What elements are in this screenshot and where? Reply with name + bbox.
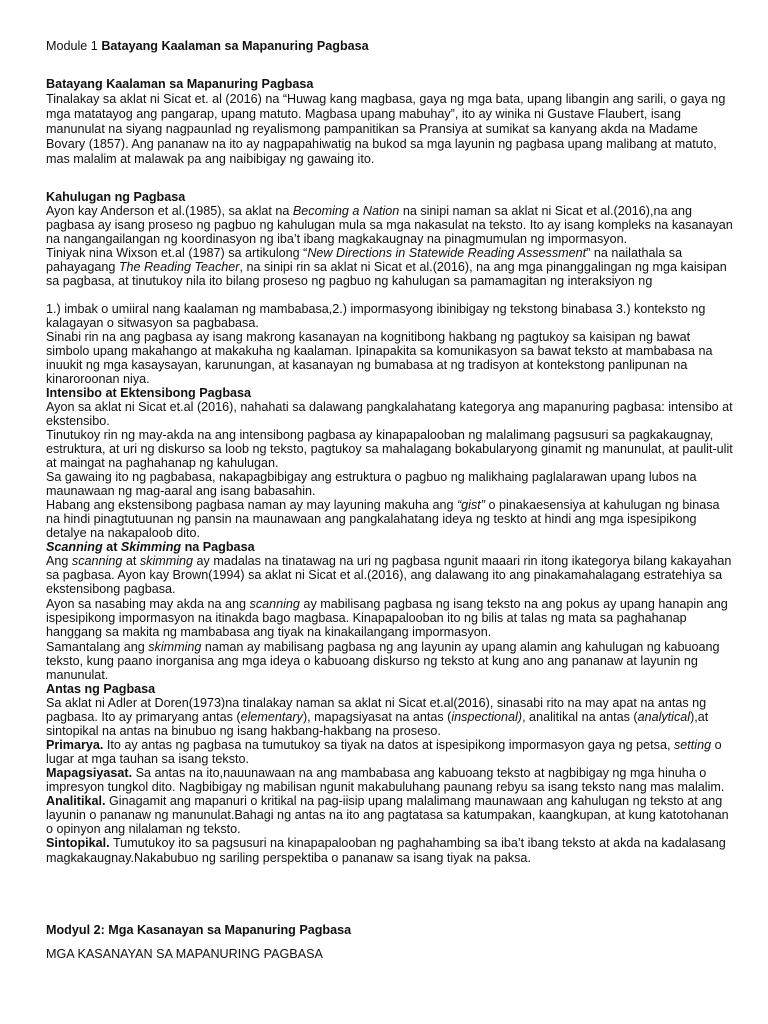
paragraph-line: pahayagang The Reading Teacher, na sinipi rin sa aklat ni Sicat et al.(2016), na ang mga pinanggalingan ng mga kaisipan xyxy=(46,260,727,274)
term-sintopikal: Sintopikal. xyxy=(46,836,110,850)
paragraph-line: Mapagsiyasat. Sa antas na ito,nauunawaan na ang mambabasa ang kabuoang teksto at nagbibigay ng mga hinuha o xyxy=(46,766,707,780)
paragraph-line: hanggang sa makita ng mambabasa ang tiyak na kinakailangang impormasyon. xyxy=(46,625,492,639)
paragraph-line: ekstensibong pagbasa. xyxy=(46,582,176,596)
paragraph-line: pagbasa ay isang proseso ng pagbuo ng kahulugan mula sa mga nakasulat na teksto. Ito ay isang kompleks na kasanayan xyxy=(46,218,733,232)
paragraph-line: Analitikal. Ginagamit ang mapanuri o kritikal na pag-iisip upang malalimang maunawaan ang kahulugan ng teksto at ang xyxy=(46,794,723,808)
paragraph-line: Ayon sa nasabing may akda na ang scanning ay mabilisang pagbasa ng isang teksto na ang pokus ay upang hanapin ang xyxy=(46,597,728,611)
paragraph-line: Sintopikal. Tumutukoy ito sa pagsusuri na kinapapalooban ng paghahambing sa iba’t ibang teksto at akda na kadalasang xyxy=(46,836,726,850)
paragraph-line: 1.) imbak o umiiral nang kaalaman ng mambabasa,2.) impormasyong ibinibigay ng tekstong binabasa 3.) konteksto ng xyxy=(46,302,706,316)
section-heading-batayan: Batayang Kaalaman sa Mapanuring Pagbasa xyxy=(46,77,314,91)
paragraph-line: impresyon tungkol dito. Nagbibigay ng mabilisan ngunit makabuluhang paunang rebyu sa isang teksto nang mas malalim. xyxy=(46,780,725,794)
paragraph-line: ekstensibo. xyxy=(46,414,110,428)
term-mapagsiyasat: Mapagsiyasat. xyxy=(46,766,133,780)
paragraph-line: detalye na nakapaloob dito. xyxy=(46,526,201,540)
paragraph-line: Samantalang ang skimming naman ay mabilisang pagbasa ng ang layunin ay upang alamin ang kahulugan ng kabuoang xyxy=(46,640,720,654)
paragraph-line: na hindi pinagtutuunan ng pansin na maunawaan ang pangkalahatang ideya ng teskto at hindi ang mga ispesipikong xyxy=(46,512,697,526)
paragraph-line: at maingat na paghahanap ng kahulugan. xyxy=(46,456,279,470)
paragraph-line: sa pagbasa. Ayon kay Brown(1994) sa aklat ni Sicat et al.(2016), ang dalawang ito ang pinakamahalagang estratehiya sa xyxy=(46,568,723,582)
section-heading-antas: Antas ng Pagbasa xyxy=(46,682,156,696)
module-2-heading: Modyul 2: Mga Kasanayan sa Mapanuring Pagbasa xyxy=(46,923,352,937)
paragraph-line: maunawaan ng mag-aaral ang isang babasahin. xyxy=(46,484,316,498)
paragraph-line: sa pagbasa, at tinutukoy nila ito bilang proseso ng pagbuo ng kahulugan sa pamamagitan ng interaksiyon ng xyxy=(46,274,653,288)
module-1-prefix: Module 1 xyxy=(46,39,102,53)
paragraph-line: Ayon kay Anderson et al.(1985), sa aklat na Becoming a Nation na sinipi naman sa aklat ni Sicat et al.(2016),na ang xyxy=(46,204,692,218)
paragraph-line: sintopikal na antas na binubuo ng isang hakbang-hakbang na proseso. xyxy=(46,724,441,738)
paragraph-line: magkakaugnay.Nakabubuo ng sariling perspektiba o pananaw sa isang tiyak na paksa. xyxy=(46,851,531,865)
paragraph-line: Ang scanning at skimming ay madalas na tinatawag na uri ng pagbasa ngunit maaari rin itong ikategorya bilang kakayahan xyxy=(46,554,732,568)
paragraph-line: Tiniyak nina Wixson et.al (1987) sa artikulong “New Directions in Statewide Reading Assessment” na nailathala sa xyxy=(46,246,683,260)
paragraph-line: Ayon sa aklat ni Sicat et.al (2016), nahahati sa dalawang pangkalahatang kategorya ang mapanuring pagbasa: intensibo at xyxy=(46,400,733,414)
paragraph-line: layunin o pananaw ng manunulat.Bahagi ng antas na ito ang pagtatasa sa katumpakan, kaangkupan, at kung katotohanan xyxy=(46,808,729,822)
paragraph-line: Sa gawaing ito ng pagbabasa, nakapagbibigay ang estruktura o pagbuo ng malikhaing paglalarawan upang lubos na xyxy=(46,470,697,484)
section-heading-intensibo: Intensibo at Ektensibong Pagbasa xyxy=(46,386,252,400)
paragraph-line: manunulat na siyang nagpaunlad ng reyalismong pampanitikan sa Pransiya at sumikat sa kanyang akda na Madame xyxy=(46,122,698,136)
paragraph-line: lugar at mga tauhan sa isang teksto. xyxy=(46,752,250,766)
paragraph-line: estruktura, at uri ng diskurso sa loob ng teksto, pagtukoy sa mahalagang bokabularyong ginamit ng manunulat, at paulit-ulit xyxy=(46,442,733,456)
paragraph-line: pagbasa. Ito ay primaryang antas (elementary), mapagsiyasat na antas (inspectional), analitikal na antas (analytical),at xyxy=(46,710,709,724)
paragraph-line: na nangangailangan ng koordinasyon ng iba’t ibang magkakaugnay na pinagmumulan ng impormasyon. xyxy=(46,232,628,246)
paragraph-line: Tinalakay sa aklat ni Sicat et. al (2016) na “Huwag kang magbasa, gaya ng mga bata, upang libangin ang sarili, o gaya ng xyxy=(46,92,726,106)
module-2-subheading: MGA KASANAYAN SA MAPANURING PAGBASA xyxy=(46,947,323,961)
paragraph-line: mga matatayog ang pangarap, upang matuto. Magbasa upang mabuhay”, ito ay winika ni Gustave Flaubert, isang xyxy=(46,107,681,121)
paragraph-line: Sinabi rin na ang pagbasa ay isang makrong kasanayan na kognitibong hakbang ng pagtukoy sa kaisipan ng bawat xyxy=(46,330,691,344)
paragraph-line: teksto, kung paano inorganisa ang mga ideya o kabuoang diskurso ng teksto at kung ano ang pananaw at layunin ng xyxy=(46,654,698,668)
paragraph-line: o opinyon ang nilalaman ng teksto. xyxy=(46,822,241,836)
section-heading-scanning: Scanning at Skimming na Pagbasa xyxy=(46,540,255,554)
paragraph-line: Bovary (1857). Ang pananaw na ito ay nagpapahiwatig na bukod sa mga layunin ng pagbasa upang malibang at matuto, xyxy=(46,137,717,151)
paragraph-line: inuukit ng mga kasaysayan, karunungan, at kasanayan ng bumabasa at ng tradisyon at kontekstong panlipunan na xyxy=(46,358,688,372)
paragraph-line: Tinutukoy rin ng may-akda na ang intensibong pagbasa ay kinapapalooban ng malalimang pagsusuri sa pagkakaugnay, xyxy=(46,428,714,442)
term-primarya: Primarya. xyxy=(46,738,104,752)
term-analitikal: Analitikal. xyxy=(46,794,106,808)
paragraph-line: kinaroroonan niya. xyxy=(46,372,150,386)
paragraph-line: kalagayan o sitwasyon sa pagbabasa. xyxy=(46,316,259,330)
paragraph-line: mas malalim at malawak pa ang naibibigay ng gawaing ito. xyxy=(46,152,375,166)
paragraph-line: Primarya. Ito ay antas ng pagbasa na tumutukoy sa tiyak na datos at ispesipikong impormasyon gaya ng petsa, setting o xyxy=(46,738,722,752)
paragraph-line: simbolo upang makahango at makakuha ng kaalaman. Ipinapakita sa komunikasyon sa bawat teksto at mambabasa na xyxy=(46,344,713,358)
module-1-title-text: Batayang Kaalaman sa Mapanuring Pagbasa xyxy=(101,39,369,53)
paragraph-line: Habang ang ekstensibong pagbasa naman ay may layuning makuha ang “gist” o pinakaesensiya at kahulugan ng binasa xyxy=(46,498,720,512)
module-1-title xyxy=(46,39,369,53)
paragraph-line: manunulat. xyxy=(46,668,109,682)
section-heading-kahulugan: Kahulugan ng Pagbasa xyxy=(46,190,186,204)
paragraph-line: ispesipikong impormasyon na itinakda bago magbasa. Kinapapalooban ito ng bilis at talas ng mata sa paghahanap xyxy=(46,611,687,625)
paragraph-line: Sa aklat ni Adler at Doren(1973)na tinalakay naman sa aklat ni Sicat et.al(2016), sinasabi rito na may apat na antas ng xyxy=(46,696,707,710)
